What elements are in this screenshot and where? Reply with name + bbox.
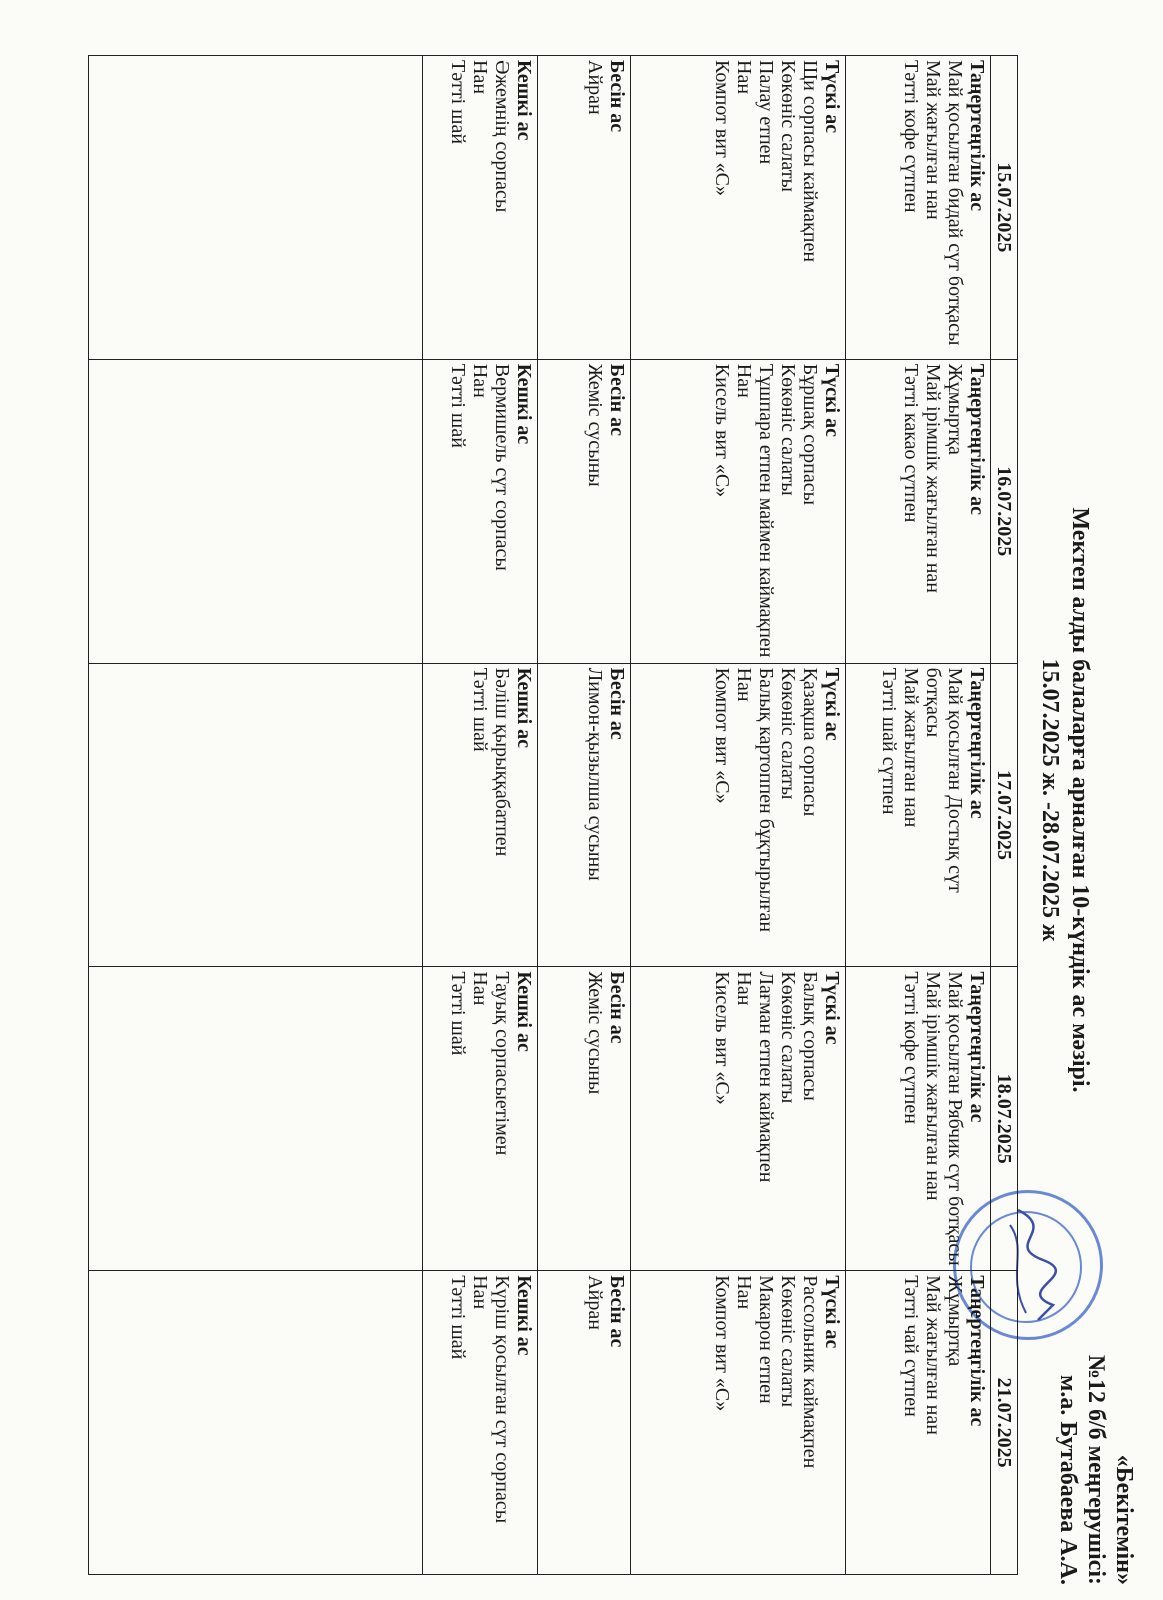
menu-item: Көкөніс салаты [777,667,799,800]
menu-item: Айран [584,60,606,115]
meal-title: Кешкі ас [513,1275,535,1356]
menu-item: Компот вит «С» [711,1275,733,1412]
lunch-cell [631,56,846,360]
menu-item: Май ірімшік жағылған нан [922,363,944,593]
snack-cell [538,663,631,967]
breakfast-cell [846,56,991,360]
meal-title: Түскі ас [821,667,843,741]
meal-title: Бесін ас [606,971,628,1044]
menu-item: Тәтті кофе сүтпен [900,971,922,1124]
meal-title: Таңертеңгілік ас [966,60,988,212]
menu-item: Тәтті шай [469,667,491,752]
menu-item: Рассольник каймақпен [799,1275,821,1469]
meal-title: Түскі ас [821,971,843,1045]
menu-item: Тәтті шай [447,363,469,448]
menu-item: Май жағылған нан [922,60,944,220]
snack-row [538,56,631,1575]
date-header-cell: 17.07.2025 [991,663,1018,967]
meal-title: Бесін ас [606,667,628,740]
menu-item: Жұмыртқа [944,1275,966,1367]
menu-item: Нан [733,1275,755,1310]
meal-title: Кешкі ас [513,60,535,141]
menu-item: Күріш қосылған сүт сорпасы [491,1275,513,1524]
empty-cell [89,359,423,663]
breakfast-cell [846,967,991,1271]
meal-title: Таңертеңгілік ас [966,971,988,1123]
approval-line-2: №12 б/б меңгерушісі: [1083,1354,1109,1585]
menu-item: Қазақша сорпасы [799,667,821,817]
dinner-row [423,56,538,1575]
empty-row [89,56,423,1575]
menu-item: Компот вит «С» [711,60,733,197]
meal-title: Бесін ас [606,1275,628,1348]
menu-item: Тәтті какао сүтпен [900,363,922,523]
date-header-row [991,56,1018,1575]
meal-title: Таңертеңгілік ас [966,1275,988,1427]
meal-title: Кешкі ас [513,363,535,445]
menu-item: Нан [733,363,755,398]
snack-cell [538,967,631,1271]
snack-cell [538,56,631,360]
meal-title: Түскі ас [821,60,843,134]
title-line-2: 15.07.2025 ж. -28.07.2025 ж [1037,658,1063,942]
title-line-1: Мектеп алды балаларға арналған 10-күндік ас мәзірі. [1067,507,1093,1093]
menu-item: Нан [733,971,755,1006]
meal-title: Түскі ас [821,363,843,437]
empty-cell [89,1271,423,1575]
breakfast-cell [846,1271,991,1575]
menu-item: Әжемнің сорпасы [491,60,513,213]
empty-cell [89,967,423,1271]
lunch-row [631,56,846,1575]
lunch-cell [631,663,846,967]
menu-item: Нан [469,971,491,1006]
menu-item: Май жағылған нан [900,667,922,828]
dinner-cell [423,967,538,1271]
breakfast-cell [846,359,991,663]
menu-item: Май қосылған бидай сүт ботқасы [944,60,966,346]
dinner-cell [423,663,538,967]
menu-item: Май ірімшік жағылған нан [922,971,944,1201]
page-title [1035,300,1095,1300]
menu-item: Май жағылған нан [922,1275,944,1435]
meal-title: Кешкі ас [513,667,535,749]
menu-item: Нан [733,667,755,702]
breakfast-row [846,56,991,1575]
menu-item: Тәтті шай [447,971,469,1056]
menu-item: Нан [469,1275,491,1310]
menu-item: Нан [469,363,491,398]
menu-item: Тәтті шай [447,1275,469,1360]
menu-item: Бұршақ сорпасы [799,363,821,506]
menu-item: Компот вит «С» [711,667,733,804]
menu-item: Жұмыртқа [944,363,966,455]
menu-item: Балық сорпасы [799,971,821,1101]
menu-item: Көкөніс салаты [777,971,799,1104]
snack-cell [538,1271,631,1575]
menu-item: Лағман етпен каймақпен [755,971,777,1183]
lunch-cell [631,359,846,663]
menu-item: Балық картоппен бұқтырылған [755,667,777,933]
menu-item: Көкөніс салаты [777,363,799,496]
menu-item: Май қосылған Достық сүт ботқасы [922,667,966,893]
menu-item: Щи сорпасы каймақпен [799,60,821,263]
approval-line-1: «Бекітемін» [1111,1454,1137,1585]
date-header-cell: 16.07.2025 [991,359,1018,663]
meal-title: Таңертеңгілік ас [966,363,988,515]
menu-item: Тәтті чай сүтпен [900,1275,922,1417]
menu-item: Тұшпара етпен маймен каймақпен [755,363,777,658]
menu-table [88,55,1018,1575]
date-header-cell: 15.07.2025 [991,56,1018,360]
menu-item: Бәліш қырыққабатпен [491,667,513,857]
menu-item: Макарон етпен [755,1275,777,1404]
meal-title: Бесін ас [606,60,628,133]
menu-item: Май қосылған Рябчик сүт ботқасы [944,971,966,1266]
menu-item: Палау етпен [755,60,777,165]
meal-title: Бесін ас [606,363,628,436]
menu-item: Нан [733,60,755,95]
dinner-cell [423,56,538,360]
menu-item: Көкөніс салаты [777,60,799,192]
dinner-cell [423,359,538,663]
meal-title: Кешкі ас [513,971,535,1052]
date-header-cell: 21.07.2025 [991,1271,1018,1575]
empty-cell [89,56,423,360]
menu-item: Вермишель сүт сорпасы [491,363,513,571]
menu-item: Тәтті кофе сүтпен [900,60,922,213]
menu-item: Тауық сорпасыетімен [491,971,513,1156]
lunch-cell [631,1271,846,1575]
meal-title: Түскі ас [821,1275,843,1349]
menu-item: Жеміс сусыны [584,971,606,1095]
date-header-cell: 18.07.2025 [991,967,1018,1271]
menu-item: Тәтті шай сүтпен [878,667,900,815]
menu-item: Нан [469,60,491,95]
empty-cell [89,663,423,967]
approval-line-3: м.а. Бутабаева А.А. [1055,1375,1081,1585]
lunch-cell [631,967,846,1271]
menu-item: Көкөніс салаты [777,1275,799,1408]
menu-item: Кисель вит «С» [711,971,733,1105]
menu-item: Лимон-қызылша сусыны [584,667,606,881]
menu-item: Жеміс сусыны [584,363,606,487]
snack-cell [538,359,631,663]
menu-item: Кисель вит «С» [711,363,733,498]
meal-title: Таңертеңгілік ас [966,667,988,819]
menu-item: Тәтті шай [447,60,469,145]
menu-item: Айран [584,1275,606,1330]
breakfast-cell [846,663,991,967]
dinner-cell [423,1271,538,1575]
